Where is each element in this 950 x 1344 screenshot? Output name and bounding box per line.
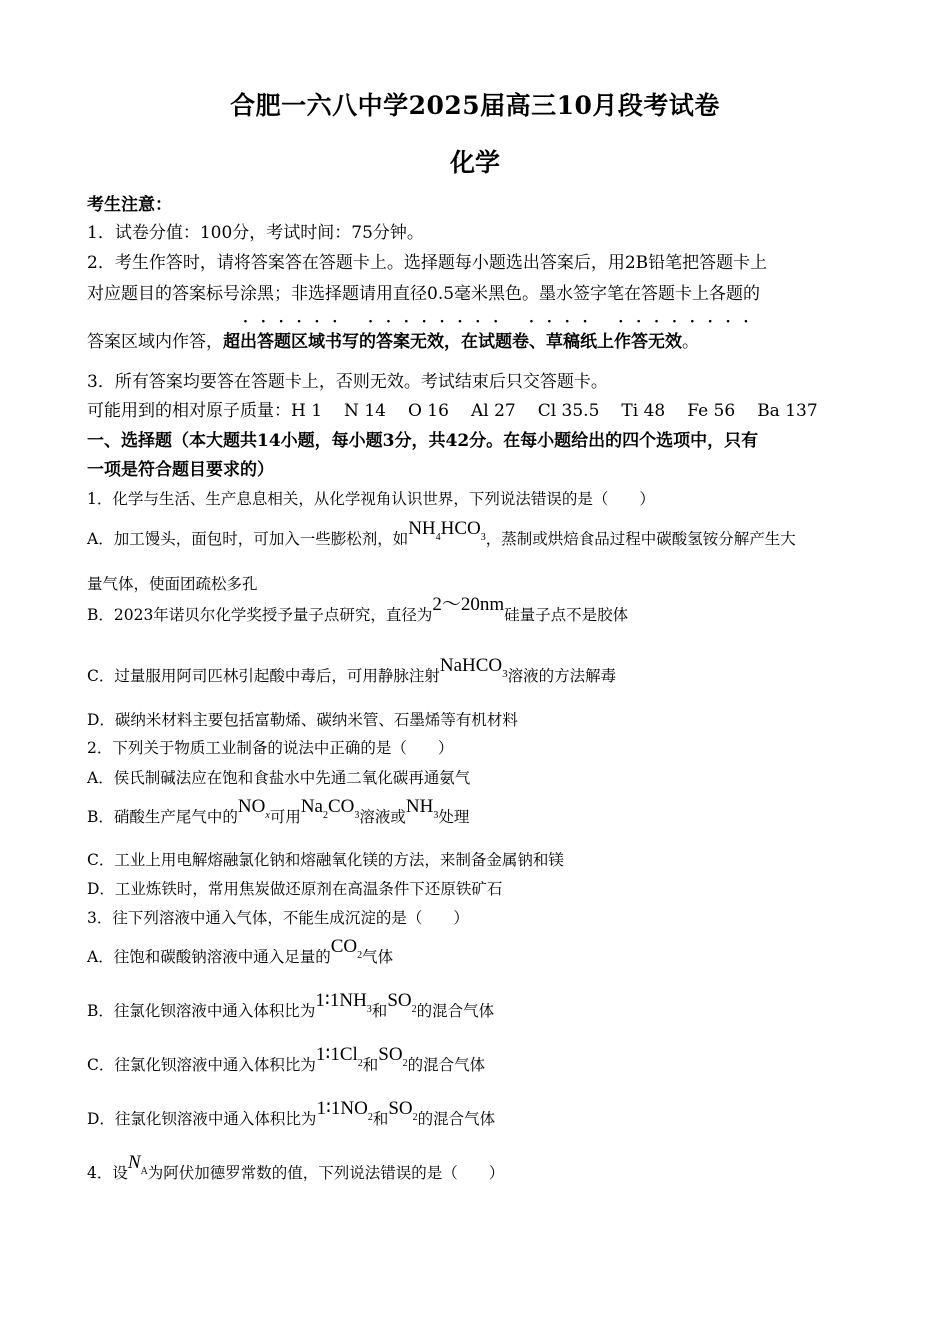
notice-item-1: 1．试卷分值：100分，考试时间：75分钟。 bbox=[87, 223, 424, 243]
q3-a-text: A．往饱和碳酸钠溶液中通入足量的 bbox=[87, 948, 331, 966]
q1-b-text: B．2023年诺贝尔化学奖授予量子点研究，直径为 bbox=[87, 606, 433, 624]
q3-d-ratio-sub: 2 bbox=[367, 1112, 373, 1123]
q3-c-ratio: 1∶1Cl bbox=[315, 1044, 358, 1065]
q3-option-b bbox=[87, 990, 867, 1025]
q3-option-c bbox=[87, 1044, 867, 1079]
q2-b-formula-na2co3-2: CO bbox=[327, 796, 355, 817]
q3-a-formula: CO bbox=[330, 936, 358, 957]
atomic-mass-ba: Ba 137 bbox=[757, 401, 818, 421]
q1-a-formula: NH bbox=[408, 518, 436, 539]
q1-a-text-end: ，蒸制或烘焙食品过程中碳酸氢铵分解产生大 bbox=[485, 530, 796, 548]
emphasis-dots: ······ ········ ···· ········ bbox=[243, 314, 762, 330]
q3-option-d bbox=[87, 1098, 867, 1133]
atomic-mass-al: Al 27 bbox=[470, 401, 516, 421]
q2-b-formula-na2co3: Na bbox=[300, 796, 323, 817]
atomic-mass-n: N 14 bbox=[344, 401, 386, 421]
atomic-mass-cl: Cl 35.5 bbox=[537, 401, 600, 421]
q4-text: 4．设 bbox=[87, 1164, 128, 1182]
q2-b-text-end: 处理 bbox=[438, 808, 470, 826]
q2-b-formula-na2co3-sub: 2 bbox=[322, 810, 328, 821]
q1-stem: 1．化学与生活、生产息息相关，从化学视角认识世界，下列说法错误的是（ ） bbox=[87, 490, 655, 508]
q3-d-formula: SO bbox=[388, 1098, 413, 1119]
q3-d-and: 和 bbox=[372, 1110, 389, 1128]
q3-c-text: C．往氯化钡溶液中通入体积比为 bbox=[87, 1056, 316, 1074]
q2-b-text-mid: 可用 bbox=[269, 808, 301, 826]
notice-heading: 考生注意： bbox=[87, 195, 172, 215]
q3-c-ratio-sub: 2 bbox=[357, 1058, 363, 1069]
q3-c-formula: SO bbox=[378, 1044, 403, 1065]
q2-stem: 2．下列关于物质工业制备的说法中正确的是（ ） bbox=[87, 739, 454, 757]
q3-c-text-end: 的混合气体 bbox=[407, 1056, 486, 1074]
q2-b-formula-nh3-sub: 3 bbox=[433, 810, 439, 821]
q3-d-text-end: 的混合气体 bbox=[417, 1110, 496, 1128]
q2-option-d: D．工业炼铁时，常用焦炭做还原剂在高温条件下还原铁矿石 bbox=[87, 880, 503, 898]
q3-a-formula-sub: 2 bbox=[357, 950, 363, 961]
q4-stem bbox=[87, 1152, 867, 1187]
q3-d-text: D．往氯化钡溶液中通入体积比为 bbox=[87, 1110, 317, 1128]
notice-item-2-line-3 bbox=[87, 331, 867, 353]
subject-title: 化学 bbox=[449, 148, 500, 177]
q3-a-text-end: 气体 bbox=[362, 948, 394, 966]
q1-a-formula-2: HCO bbox=[440, 518, 481, 539]
q1-c-text-end: 溶液的方法解毒 bbox=[507, 667, 617, 685]
page-title: 合肥一六八中学2025届高三10月段考试卷 bbox=[230, 91, 720, 120]
atomic-mass-o: O 16 bbox=[407, 401, 449, 421]
q1-option-d: D．碳纳米材料主要包括富勒烯、碳纳米管、石墨烯等有机材料 bbox=[87, 711, 518, 729]
notice-plain-text: 答案区域内作答， bbox=[87, 332, 223, 352]
q1-a-text: A．加工馒头，面包时，可加入一些膨松剂，如 bbox=[87, 530, 409, 548]
q3-option-a bbox=[87, 936, 867, 971]
q3-stem: 3．往下列溶液中通入气体，不能生成沉淀的是（ ） bbox=[87, 909, 469, 927]
q2-b-text-mid-2: 溶液或 bbox=[359, 808, 406, 826]
q2-option-c: C．工业上用电解熔融氯化钠和熔融氧化镁的方法，来制备金属钠和镁 bbox=[87, 851, 564, 869]
q2-b-formula-na2co3-sub-2: 3 bbox=[354, 810, 360, 821]
q1-b-formula: 2～20nm bbox=[432, 594, 505, 615]
notice-item-2-line-2: 对应题目的答案标号涂黑；非选择题请用直径0.5毫米黑色。墨水签字笔在答题卡上各题的 bbox=[87, 284, 761, 304]
q1-c-text: C．过量服用阿司匹林引起酸中毒后，可用静脉注射 bbox=[87, 667, 440, 685]
atomic-mass-line bbox=[87, 400, 867, 422]
notice-bold-warning: 超出答题区域书写的答案无效，在试题卷、草稿纸上作答无效 bbox=[223, 332, 682, 352]
q4-symbol-sub: A bbox=[140, 1166, 148, 1177]
q3-b-ratio: 1∶1NH bbox=[315, 990, 367, 1011]
notice-item-3: 3．所有答案均要答在答题卡上，否则无效。考试结束后只交答题卡。 bbox=[87, 372, 608, 392]
q1-option-c bbox=[87, 655, 867, 689]
q2-b-formula-nh3: NH bbox=[405, 796, 434, 817]
q3-b-formula-sub: 2 bbox=[411, 1004, 417, 1015]
q2-option-b bbox=[87, 796, 867, 831]
q1-c-formula: NaHCO bbox=[439, 655, 503, 676]
q2-b-formula-nox-sub: x bbox=[265, 810, 270, 821]
q3-d-formula-sub: 2 bbox=[412, 1112, 418, 1123]
atomic-mass-ti: Ti 48 bbox=[621, 401, 666, 421]
q3-b-ratio-sub: 3 bbox=[366, 1004, 372, 1015]
q2-b-formula-nox: NO bbox=[237, 796, 266, 817]
q1-option-a-line-2: 量气体，使面团疏松多孔 bbox=[87, 575, 258, 593]
q3-b-formula: SO bbox=[387, 990, 412, 1011]
q1-c-formula-sub: 3 bbox=[502, 668, 508, 680]
q3-b-text: B．往氯化钡溶液中通入体积比为 bbox=[87, 1002, 316, 1020]
q2-option-a: A．侯氏制碱法应在饱和食盐水中先通二氧化碳再通氨气 bbox=[87, 769, 471, 787]
q3-c-formula-sub: 2 bbox=[402, 1058, 408, 1069]
atomic-mass-fe: Fe 56 bbox=[687, 401, 736, 421]
q3-b-and: 和 bbox=[371, 1002, 388, 1020]
notice-end-mark: 。 bbox=[682, 332, 699, 352]
q1-a-formula-sub-2: 3 bbox=[480, 532, 486, 543]
atomic-mass-h: H 1 bbox=[291, 401, 323, 421]
q1-option-b bbox=[87, 594, 867, 626]
q4-text-end: 为阿伏加德罗常数的值，下列说法错误的是（ ） bbox=[147, 1164, 505, 1182]
q3-d-ratio: 1∶1NO bbox=[316, 1098, 368, 1119]
atomic-mass-label: 可能用到的相对原子质量： bbox=[87, 401, 291, 421]
q3-b-text-end: 的混合气体 bbox=[416, 1002, 495, 1020]
section-heading-line-1: 一、选择题（本大题共14小题，每小题3分，共42分。在每小题给出的四个选项中，只有 bbox=[87, 431, 759, 451]
notice-item-2-line-1: 2．考生作答时，请将答案答在答题卡上。选择题每小题选出答案后，用2B铅笔把答题卡上 bbox=[87, 253, 768, 273]
q1-a-formula-sub: 4 bbox=[435, 532, 441, 543]
q2-b-text: B．硝酸生产尾气中的 bbox=[87, 808, 238, 826]
q1-option-a bbox=[87, 518, 867, 553]
q1-b-text-end: 硅量子点不是胶体 bbox=[504, 606, 629, 624]
q3-c-and: 和 bbox=[362, 1056, 379, 1074]
section-heading-line-2: 一项是符合题目要求的） bbox=[87, 460, 274, 480]
q4-symbol-n: N bbox=[127, 1152, 141, 1173]
